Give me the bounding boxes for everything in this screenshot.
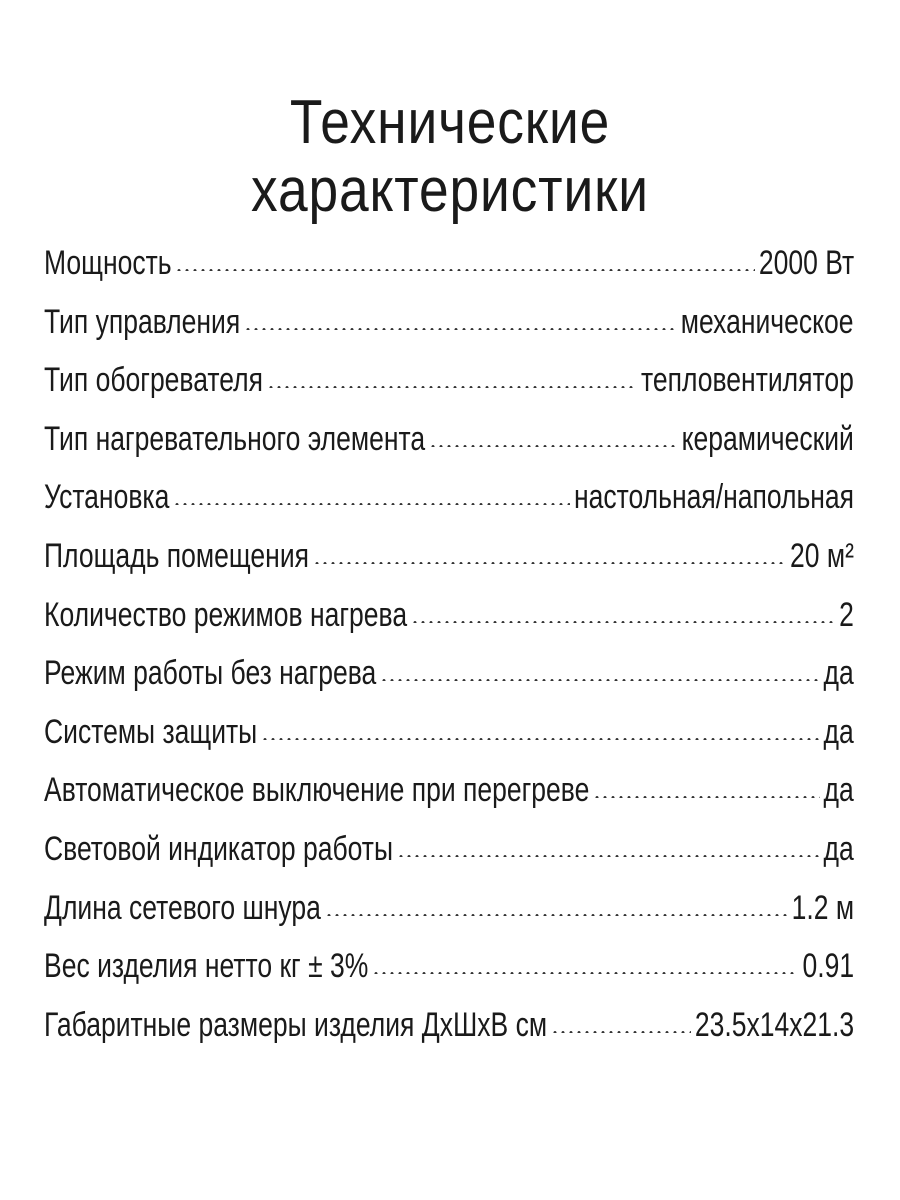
dot-leader xyxy=(397,855,820,857)
spec-row-heater-type xyxy=(44,355,854,414)
spec-row-dimensions xyxy=(44,1000,854,1059)
spec-row-heating-modes xyxy=(44,590,854,649)
spec-label: Тип нагревательного элемента xyxy=(44,419,426,458)
dot-leader xyxy=(261,738,819,740)
spec-label: Автоматическое выключение при перегреве xyxy=(44,771,590,810)
title-line-1: Технические xyxy=(289,87,611,157)
dot-leader xyxy=(173,503,570,505)
spec-row-power xyxy=(44,238,854,297)
spec-value: 1.2 м xyxy=(791,888,854,927)
spec-row-cord-length xyxy=(44,883,854,942)
spec-value: 0.91 xyxy=(802,947,854,986)
spec-value: 2000 Вт xyxy=(758,244,854,282)
spec-value: да xyxy=(823,654,854,693)
spec-value: да xyxy=(823,771,854,810)
spec-row-control-type xyxy=(44,297,854,356)
spec-row-installation xyxy=(44,472,854,531)
dot-leader xyxy=(325,914,788,916)
spec-label: Габаритные размеры изделия ДхШхВ см xyxy=(44,1005,548,1044)
dot-leader xyxy=(267,386,637,388)
spec-label: Мощность xyxy=(44,244,172,282)
spec-value: 20 м² xyxy=(790,536,854,575)
spec-value: да xyxy=(823,829,854,868)
spec-value: керамический xyxy=(681,419,854,458)
spec-label: Вес изделия нетто кг ± 3% xyxy=(44,947,369,986)
spec-value: настольная/напольная xyxy=(573,478,854,517)
spec-value: 23.5x14x21.3 xyxy=(694,1005,854,1044)
spec-label: Тип управления xyxy=(44,302,241,341)
spec-value: механическое xyxy=(681,302,854,341)
dot-leader xyxy=(313,562,786,564)
spec-row-heating-element xyxy=(44,414,854,473)
spec-row-net-weight xyxy=(44,941,854,1000)
spec-label: Количество режимов нагрева xyxy=(44,595,408,634)
spec-row-room-area xyxy=(44,531,854,590)
spec-label: Световой индикатор работы xyxy=(44,829,394,868)
spec-row-overheat-shutoff xyxy=(44,765,854,824)
dot-leader xyxy=(380,679,820,681)
spec-label: Установка xyxy=(44,478,170,517)
dot-leader xyxy=(593,796,819,798)
dot-leader xyxy=(411,621,835,623)
spec-row-protection xyxy=(44,707,854,766)
spec-value: да xyxy=(823,712,854,751)
spec-label: Режим работы без нагрева xyxy=(44,654,377,693)
spec-value: 2 xyxy=(839,595,854,634)
dot-leader xyxy=(551,1031,691,1033)
spec-label: Тип обогревателя xyxy=(44,361,263,400)
title-line-2: характеристики xyxy=(251,155,649,225)
spec-value: тепловентилятор xyxy=(641,361,854,400)
dot-leader xyxy=(372,972,798,974)
spec-label: Системы защиты xyxy=(44,712,258,751)
dot-leader xyxy=(175,269,754,271)
dot-leader xyxy=(429,445,678,447)
spec-row-fan-only-mode xyxy=(44,648,854,707)
dot-leader xyxy=(244,328,677,330)
spec-label: Площадь помещения xyxy=(44,536,309,575)
spec-row-indicator-light xyxy=(44,824,854,883)
spec-label: Длина сетевого шнура xyxy=(44,888,321,927)
spec-list xyxy=(44,238,854,1058)
page-title xyxy=(63,87,837,228)
